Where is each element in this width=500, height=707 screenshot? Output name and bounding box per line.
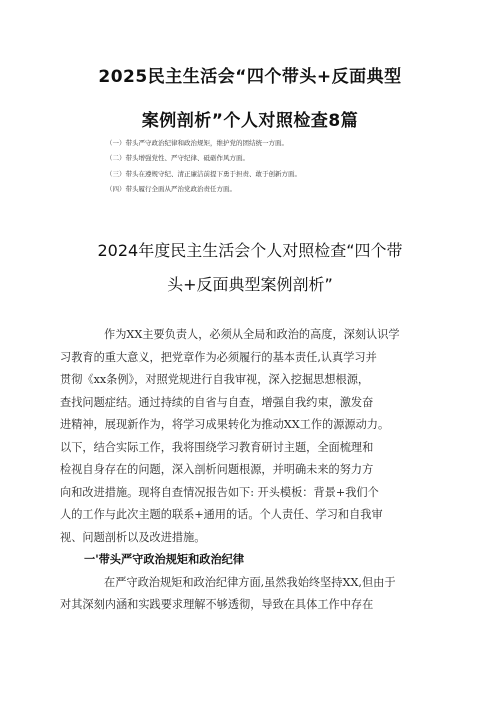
paragraph-line: 进精神，展现新作为，将学习成果转化为推动XX工作的源源动力。 xyxy=(60,418,390,431)
paragraph-line: 以下，结合实际工作，我将围绕学习教育研讨主题，全面梳理和 xyxy=(60,440,374,454)
toc-item: （四）带头履行全面从严治党政治责任方面。 xyxy=(106,184,236,193)
article-title-line-1: 2024年度民主生活会个人对照检查“四个带 xyxy=(97,241,403,260)
article-title-line-2: 头+反面典型案例剖析” xyxy=(167,275,333,294)
document-title-line-2: 案例剖析”个人对照检查8篇 xyxy=(141,111,359,131)
paragraph-line: 作为XX主要负责人，必须从全局和政治的高度，深刻认识学 xyxy=(104,328,400,341)
paragraph-line: 贯彻《xx条例》，对照党规进行自我审视，深入挖掘思想根源， xyxy=(60,373,370,386)
paragraph-line: 对其深刻内涵和实践要求理解不够透彻，导致在具体工作中存在 xyxy=(60,598,374,611)
paragraph-line: 查找问题症结。通过持续的自省与自查，增强自我约束，激发奋 xyxy=(60,395,374,409)
paragraph-line: 检视自身存在的问题，深入剖析问题根源，并明确未来的努力方 xyxy=(60,463,374,476)
table-of-contents xyxy=(106,136,406,197)
toc-item: （三）带头在遵规守纪、清正廉洁前提下勇于担责、敢于创新方面。 xyxy=(106,169,301,178)
paragraph-line: 向和改进措施。现将自查情况报告如下: 开头模板：背景+我们个 xyxy=(60,485,379,499)
document-title-line-1: 2025民主生活会“四个带头+反面典型 xyxy=(98,67,402,87)
article-body xyxy=(60,324,440,617)
paragraph-line: 人的工作与此次主题的联系+通用的话。个人责任、学习和自我审 xyxy=(60,508,383,521)
paragraph-line: 在严守政治规矩和政治纪律方面,虽然我始终坚持XX,但由于 xyxy=(104,575,396,589)
toc-item: （一）带头严守政治纪律和政治规矩，维护党的团结统一方面。 xyxy=(106,139,288,147)
section-heading: 一'带头严守政治规矩和政治纪律 xyxy=(84,553,245,566)
paragraph-line: 习教育的重大意义，把党章作为必须履行的基本责任,认真学习并 xyxy=(60,350,377,364)
paragraph-line: 视、问题剖析以及改进措施。 xyxy=(60,530,206,544)
toc-item: （二）带头增强党性、严守纪律、砥砺作风方面。 xyxy=(106,154,249,163)
